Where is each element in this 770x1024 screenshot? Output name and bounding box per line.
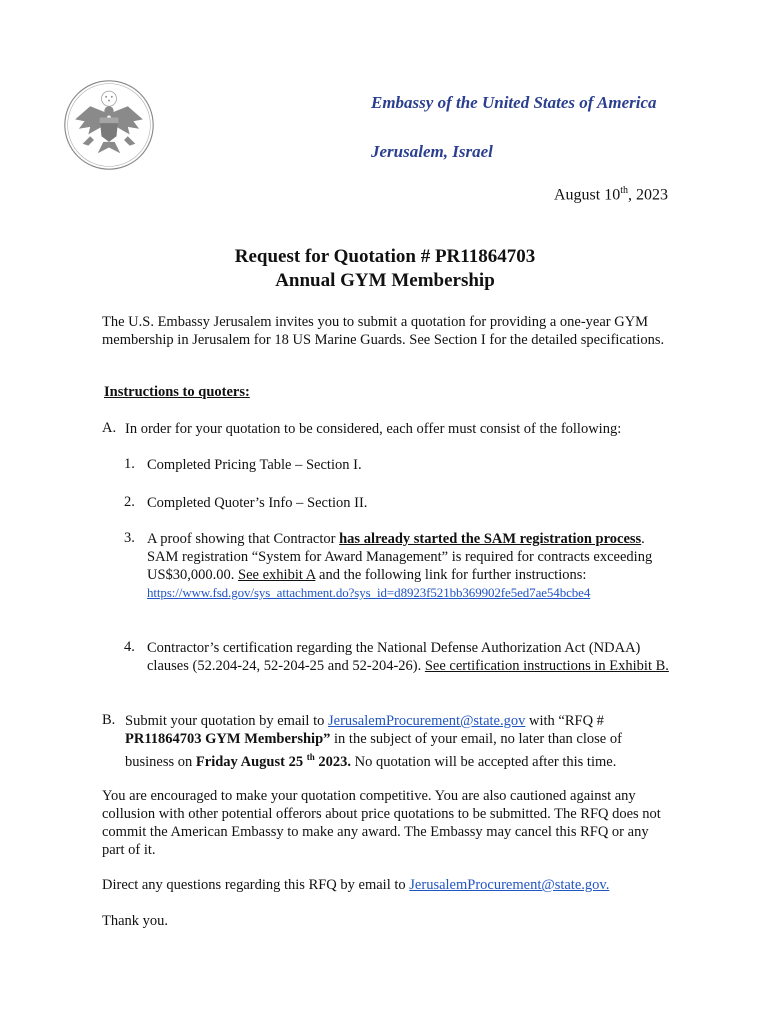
list-item-4-text: Contractor’s certification regarding the National Defense Authorization Act (NDAA) clauses (52.204-24, 52-204-25 and 52-204-26). See certification instructions in Exhibit B. bbox=[147, 640, 669, 674]
embassy-name: Embassy of the United States of America bbox=[371, 93, 657, 112]
list-item-1-text: Completed Pricing Table – Section I. bbox=[147, 457, 362, 473]
item-a-letter: A. bbox=[102, 420, 117, 436]
list-item-2-number: 2. bbox=[124, 494, 135, 510]
item-b-letter: B. bbox=[102, 712, 116, 728]
item-a-text: In order for your quotation to be considered, each offer must consist of the following: bbox=[125, 421, 622, 437]
list-item-1-number: 1. bbox=[124, 456, 135, 472]
letter-date: August 10th, 2023 bbox=[553, 185, 668, 204]
list-item-4-number: 4. bbox=[124, 639, 135, 655]
procurement-email-link[interactable]: JerusalemProcurement@state.gov bbox=[328, 713, 526, 729]
item-b-text: Submit your quotation by email to JerusalemProcurement@state.gov with “RFQ # PR11864703 GYM Membership” in the subject of your email, no later than close of business on Friday August 25 $^{th}$ 2023. No quotation will be accepted after this time. bbox=[125, 713, 622, 770]
closing-text: Thank you. bbox=[102, 913, 169, 929]
sam-instructions-link[interactable]: https://www.fsd.gov/sys_attachment.do?sys_id=d8923f521bb369902fe5ed7ae54bcbe4 bbox=[147, 585, 591, 600]
instructions-heading: Instructions to quoters: bbox=[104, 384, 250, 400]
rfq-title: Request for Quotation # PR11864703 bbox=[234, 246, 536, 267]
list-item-2-text: Completed Quoter’s Info – Section II. bbox=[147, 495, 368, 511]
questions-paragraph: Direct any questions regarding this RFQ by email to JerusalemProcurement@state.gov. bbox=[102, 877, 610, 893]
exhibit-a-reference: See exhibit A bbox=[238, 567, 316, 583]
list-item-3-number: 3. bbox=[124, 530, 135, 546]
deadline-date: Friday August 25 $^{th}$ 2023. bbox=[195, 752, 351, 770]
rfq-subtitle: Annual GYM Membership bbox=[275, 270, 495, 291]
list-item-3-text: A proof showing that Contractor has already started the SAM registration process. SAM registration “System for Award Management” is required for contracts exceeding US$30,000.00. See exhibit A and the following link for further instructions: https://www.fsd.gov/sys_attachment.do?sys_id=d8923f521bb369902fe5ed7ae54bcbe4 bbox=[147, 531, 653, 600]
exhibit-b-reference: See certification instructions in Exhibit B. bbox=[424, 658, 669, 674]
great-seal-icon bbox=[62, 78, 156, 172]
competition-paragraph: You are encouraged to make your quotation competitive. You are also cautioned against any collusion with other potential offerors about price quotations to be submitted. The RFQ does not commit the American Embassy to make any award. The Embassy may cancel this RFQ or any part of it. bbox=[102, 788, 661, 858]
intro-paragraph: The U.S. Embassy Jerusalem invites you to submit a quotation for providing a one-year GYM membership in Jerusalem for 18 US Marine Guards. See Section I for the detailed specifications. bbox=[102, 314, 665, 348]
questions-email-link[interactable]: JerusalemProcurement@state.gov. bbox=[409, 877, 610, 893]
sam-emphasis: has already started the SAM registration process bbox=[339, 531, 642, 547]
embassy-city: Jerusalem, Israel bbox=[371, 142, 493, 161]
